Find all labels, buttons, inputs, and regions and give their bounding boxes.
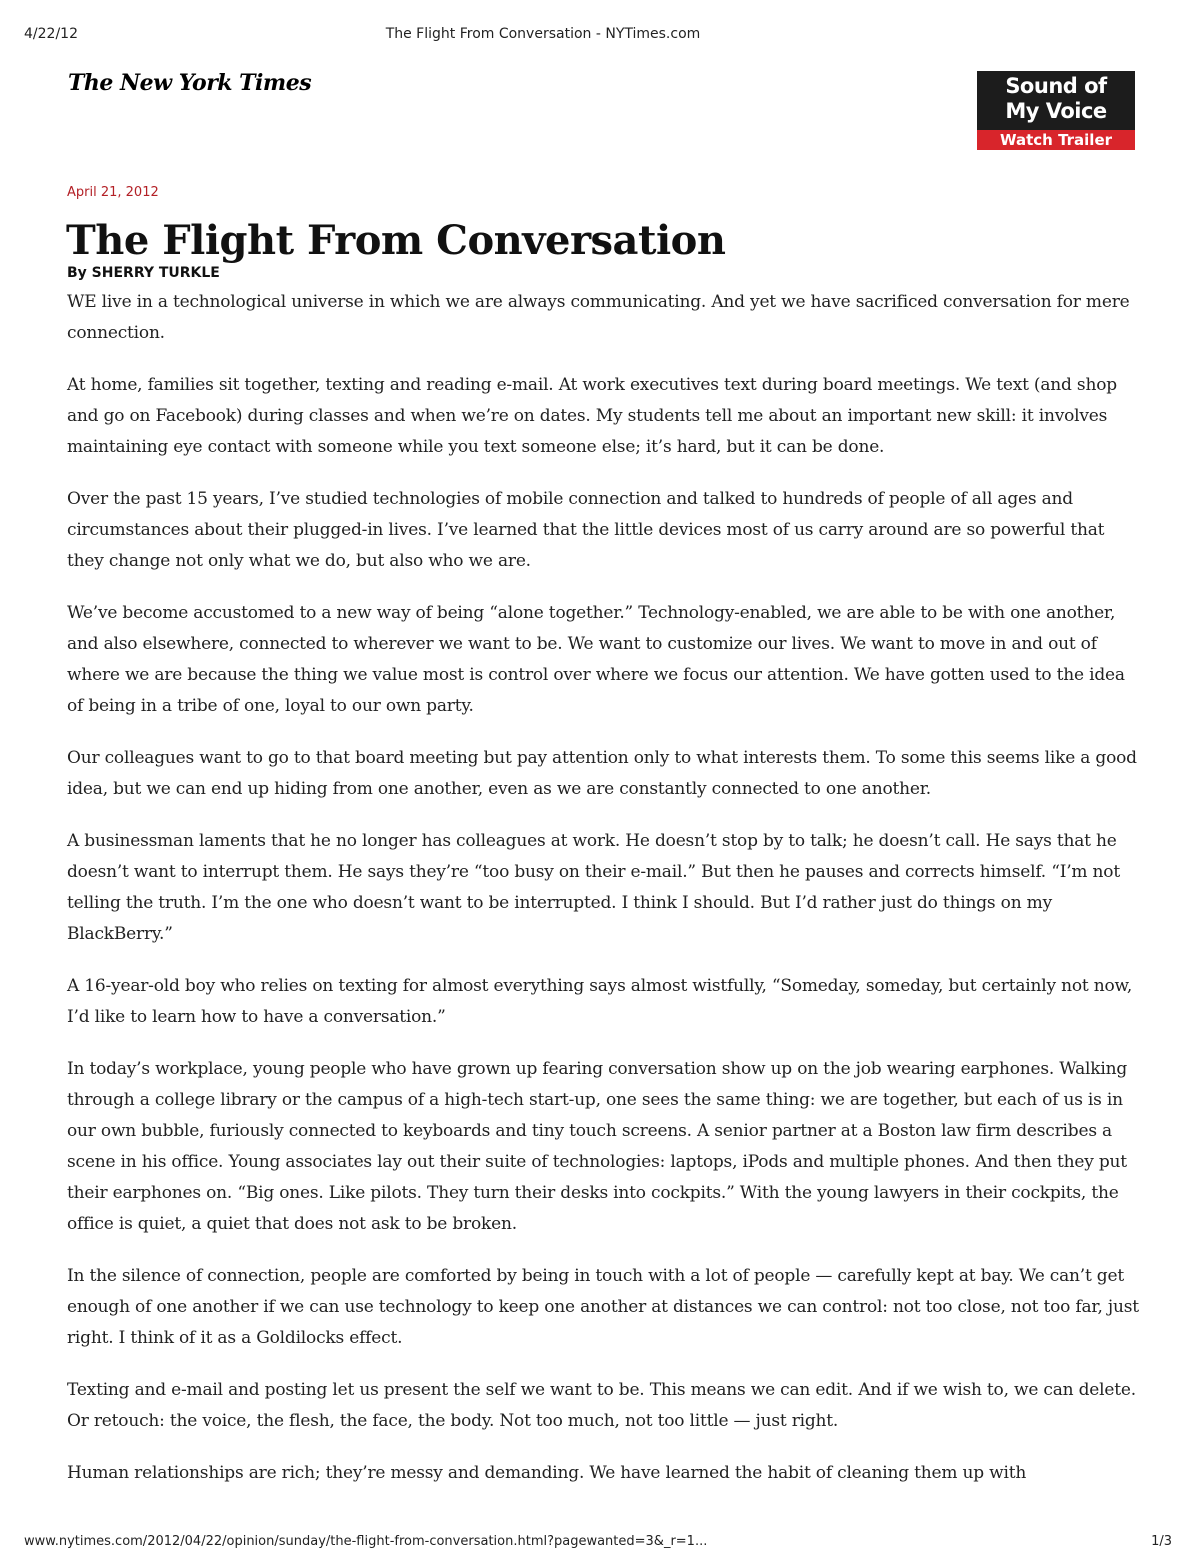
article-paragraph: In today’s workplace, young people who have grown up fearing conversation show up on the job wearing earphones. Walking through a college library or the campus of a high-tech start-up, one sees the same thing: we are together, but each of us is in our own bubble, furiously connected to keyboards and tiny touch screens. A senior partner at a Boston law firm describes a scene in his office. Young associates lay out their suite of technologies: laptops, iPods and multiple phones. And then they put their earphones on. “Big ones. Like pilots. They turn their desks into cockpits.” With the young lawyers in their cockpits, the office is quiet, a quiet that does not ask to be broken.	[67, 1059, 1128, 1234]
article-paragraph: Our colleagues want to go to that board meeting but pay attention only to what interests them. To some this seems like a good idea, but we can end up hiding from one another, even as we are constantly connected to one another.	[67, 748, 1137, 799]
article-paragraph: WE live in a technological universe in which we are always communicating. And yet we have sacrificed conversation for mere connection.	[67, 292, 1130, 343]
print-page-number: 1/3	[1151, 1534, 1172, 1549]
article-paragraph: A businessman laments that he no longer has colleagues at work. He doesn’t stop by to talk; he doesn’t call. He says that he doesn’t want to interrupt them. He says they’re “too busy on their e-mail.” But then he pauses and corrects himself. “I’m not telling the truth. I’m the one who doesn’t want to be interrupted. I think I should. But I’d rather just do things on my BlackBerry.”	[67, 831, 1120, 944]
article-body	[67, 287, 1142, 1510]
nyt-logo[interactable]: The New York Times	[68, 70, 312, 96]
watch-trailer-button[interactable]: Watch Trailer	[977, 130, 1135, 150]
article-paragraph: At home, families sit together, texting and reading e-mail. At work executives text during board meetings. We text (and shop and go on Facebook) during classes and when we’re on dates. My students tell me about an important new skill: it involves maintaining eye contact with someone while you text someone else; it’s hard, but it can be done.	[67, 375, 1117, 457]
article-paragraph: Over the past 15 years, I’ve studied technologies of mobile connection and talked to hundreds of people of all ages and circumstances about their plugged-in lives. I’ve learned that the little devices most of us carry around are so powerful that they change not only what we do, but also who we are.	[67, 489, 1105, 571]
article-paragraph: We’ve become accustomed to a new way of being “alone together.” Technology-enabled, we are able to be with one another, and also elsewhere, connected to wherever we want to be. We want to customize our lives. We want to move in and out of where we are because the thing we value most is control over where we focus our attention. We have gotten used to the idea of being in a tribe of one, loyal to our own party.	[67, 603, 1125, 716]
ad-title	[977, 74, 1135, 124]
ad-banner[interactable]	[977, 71, 1135, 150]
article-paragraph: Texting and e-mail and posting let us present the self we want to be. This means we can edit. And if we wish to, we can delete. Or retouch: the voice, the flesh, the face, the body. Not too much, not too little — just right.	[67, 1380, 1136, 1431]
ad-title-line1: Sound of	[1005, 74, 1107, 98]
print-date: 4/22/12	[24, 26, 78, 42]
print-url: www.nytimes.com/2012/04/22/opinion/sunday/the-flight-from-conversation.html?pagewanted=3&_r=1...	[24, 1534, 708, 1549]
print-page-title: The Flight From Conversation - NYTimes.com	[385, 26, 701, 42]
article-byline: By SHERRY TURKLE	[67, 265, 220, 281]
print-header	[0, 26, 1200, 50]
article-headline: The Flight From Conversation	[66, 217, 726, 264]
article-paragraph: A 16-year-old boy who relies on texting for almost everything says almost wistfully, “Someday, someday, but certainly not now, I’d like to learn how to have a conversation.”	[67, 976, 1133, 1027]
article-date: April 21, 2012	[67, 185, 159, 200]
ad-title-line2: My Voice	[1005, 99, 1107, 123]
article-paragraph: In the silence of connection, people are comforted by being in touch with a lot of people — carefully kept at bay. We can’t get enough of one another if we can use technology to keep one another at distances we can control: not too close, not too far, just right. I think of it as a Goldilocks effect.	[67, 1266, 1139, 1348]
print-footer	[0, 1534, 1200, 1552]
article-paragraph: Human relationships are rich; they’re messy and demanding. We have learned the habit of cleaning them up with	[67, 1463, 1027, 1483]
